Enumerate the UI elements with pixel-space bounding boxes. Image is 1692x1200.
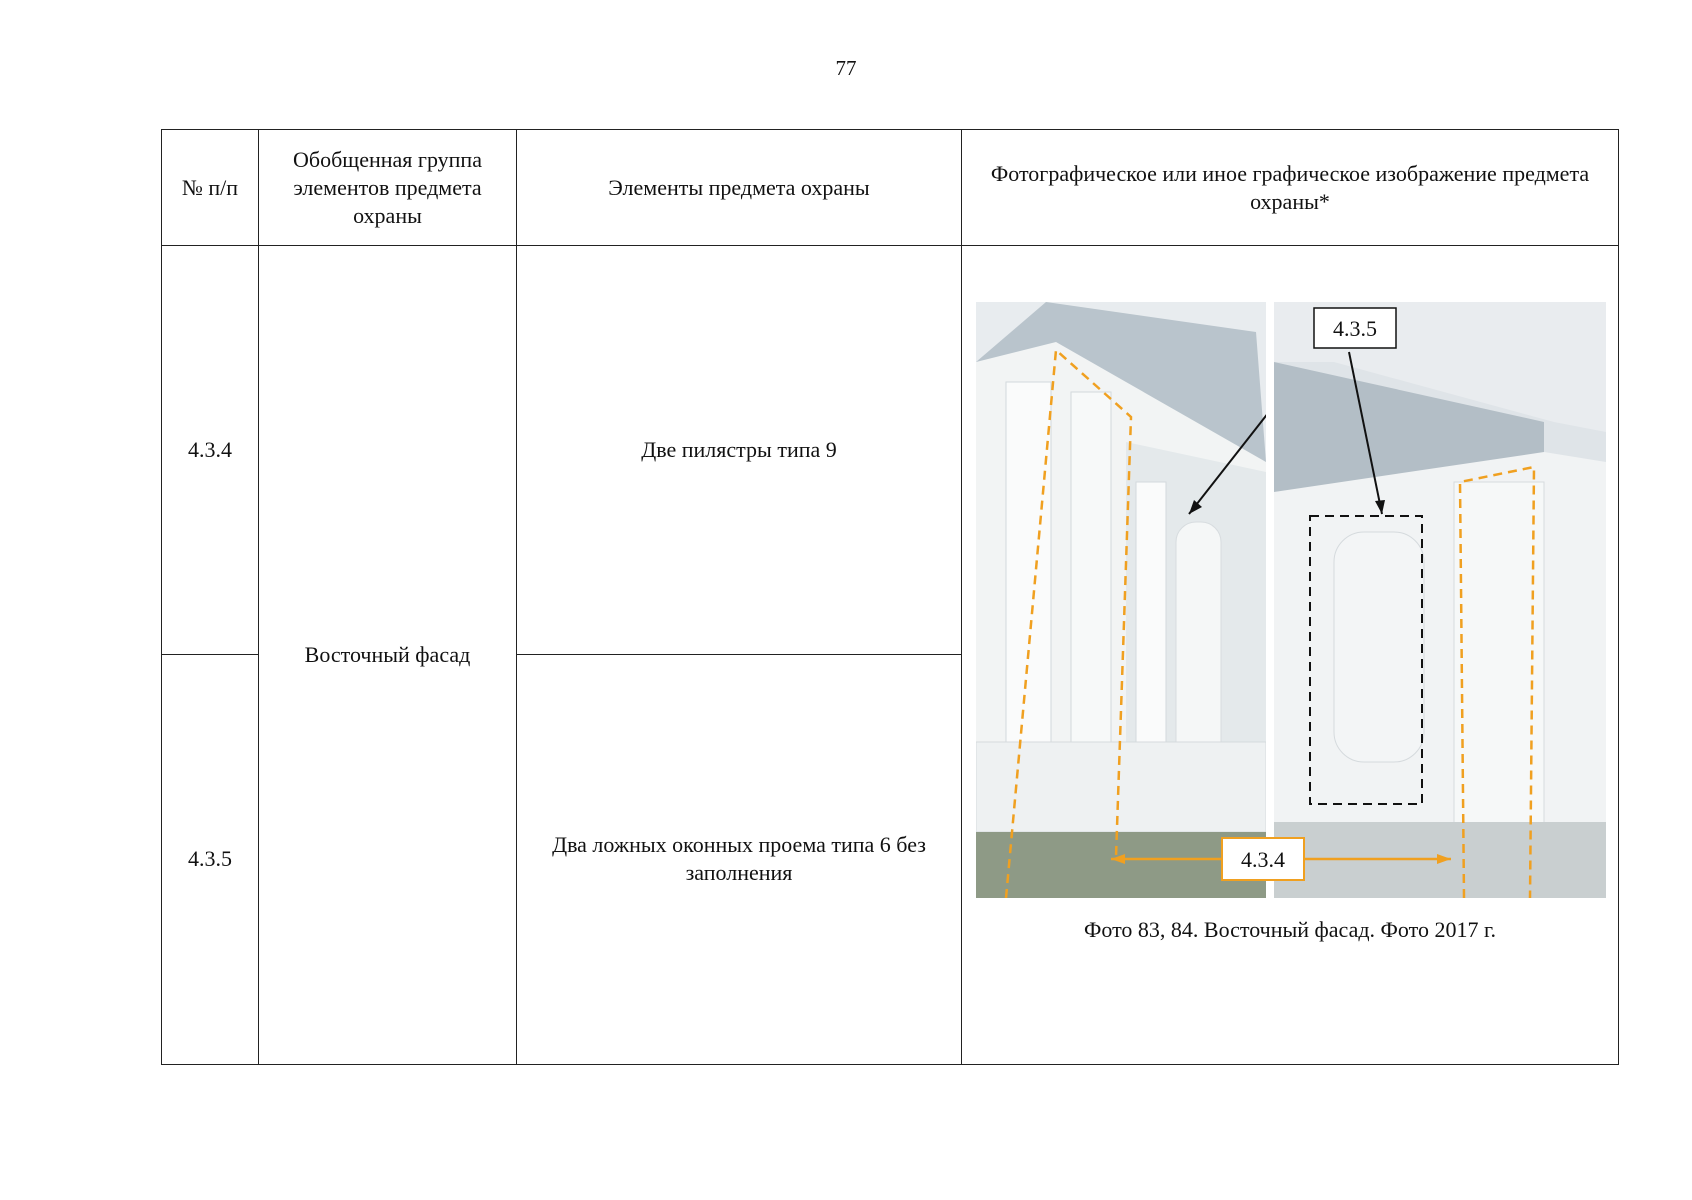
photo-83 (976, 302, 1316, 898)
header-elements: Элементы предмета охраны (517, 130, 962, 246)
protection-table (161, 129, 1619, 1065)
photo-84 (1274, 302, 1606, 898)
label-4-3-5: 4.3.5 (1333, 316, 1377, 342)
group-cell: Восточный фасад (259, 246, 517, 1065)
page-number: 77 (835, 56, 857, 80)
photo-cell (962, 246, 1619, 1065)
table-header-row (162, 130, 1619, 246)
header-number: № п/п (162, 130, 259, 246)
header-image: Фотографическое или иное графическое изображение предмета охраны* (962, 130, 1619, 246)
photo-caption: Фото 83, 84. Восточный фасад. Фото 2017 г. (1083, 917, 1497, 943)
label-4-3-4: 4.3.4 (1241, 847, 1285, 873)
row-number: 4.3.5 (162, 654, 259, 1064)
row-number: 4.3.4 (162, 246, 259, 654)
facade-photos-illustration (976, 302, 1606, 898)
row-element: Два ложных оконных проема типа 6 без заполнения (517, 654, 962, 1064)
header-group: Обобщенная группа элементов предмета охраны (259, 130, 517, 246)
facade-photos (976, 302, 1606, 898)
table-row (162, 246, 1619, 654)
row-element: Две пилястры типа 9 (517, 246, 962, 654)
